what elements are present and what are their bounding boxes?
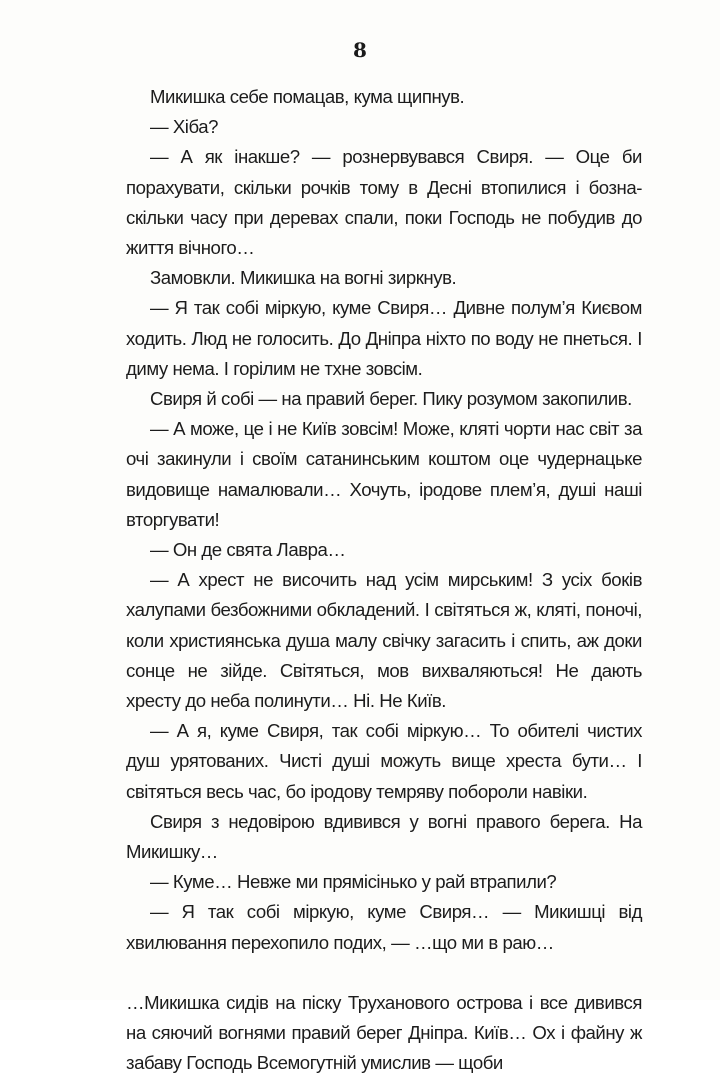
paragraph: — Хіба? — [150, 116, 219, 138]
paragraph: — А як інакше? — рознервувався Свиря. — Оце би порахувати, скільки рочків тому в Десні втопилися і бозна-скільки часу при деревах спали, поки Господь не побудив до життя вічного… — [126, 146, 642, 259]
paragraph: — А може, це і не Київ зовсім! Може, кляті чорти нас світ за очі закинули і своїм сатанинським коштом оце чудернацьке видовище намалювали… Хочуть, іродове плем’я, душі наші вторгувати! — [126, 418, 642, 530]
paragraph: — Он де свята Лавра… — [150, 539, 346, 561]
closing-paragraph: …Микишка сидів на піску Труханового острова і все дивився на сяючий вогнями правий берег Дніпра. Київ… Ох і файну ж забаву Господь Всемогутній умислив — щоби — [126, 991, 642, 1074]
section-break — [126, 958, 642, 988]
page-number: 8 — [353, 38, 367, 62]
paragraph: — Я так собі міркую, куме Свиря… — Микишці від хвилювання перехопило подих, — …що ми в раю… — [126, 901, 642, 953]
paragraph: — Я так собі міркую, куме Свиря… Дивне полум’я Києвом ходить. Люд не голосить. До Дніпра ніхто по воду не пнеться. І диму нема. І горілим не тхне зовсім. — [126, 297, 642, 379]
paragraph: Замовкли. Микишка на вогні зиркнув. — [150, 267, 457, 289]
paragraph: Микишка себе помацав, кума щипнув. — [150, 86, 465, 107]
paragraph: Свиря з недовірою вдивився у вогні правого берега. На Микишку… — [126, 810, 642, 863]
paragraph: — А я, куме Свиря, так собі міркую… То обителі чистих душ урятованих. Чисті душі можуть вище хреста бути… І світяться весь час, бо іродову темряву побороли навіки. — [126, 720, 642, 802]
paragraph: — Куме… Невже ми прямісінько у рай втрапили? — [150, 871, 557, 893]
paragraph: — А хрест не височить над усім мирським! З усіх боків халупами безбожними обкладений. І світяться ж, кляті, поночі, коли християнська душа малу свічку загасить і спить, аж доки сонце не зійде. Світяться, мов вихваляються! Не дають хресту до неба полинути… Ні. Не Київ. — [126, 569, 642, 712]
body-text — [126, 82, 642, 1079]
paragraph: Свиря й собі — на правий берег. Пику розумом закопилив. — [150, 388, 632, 410]
